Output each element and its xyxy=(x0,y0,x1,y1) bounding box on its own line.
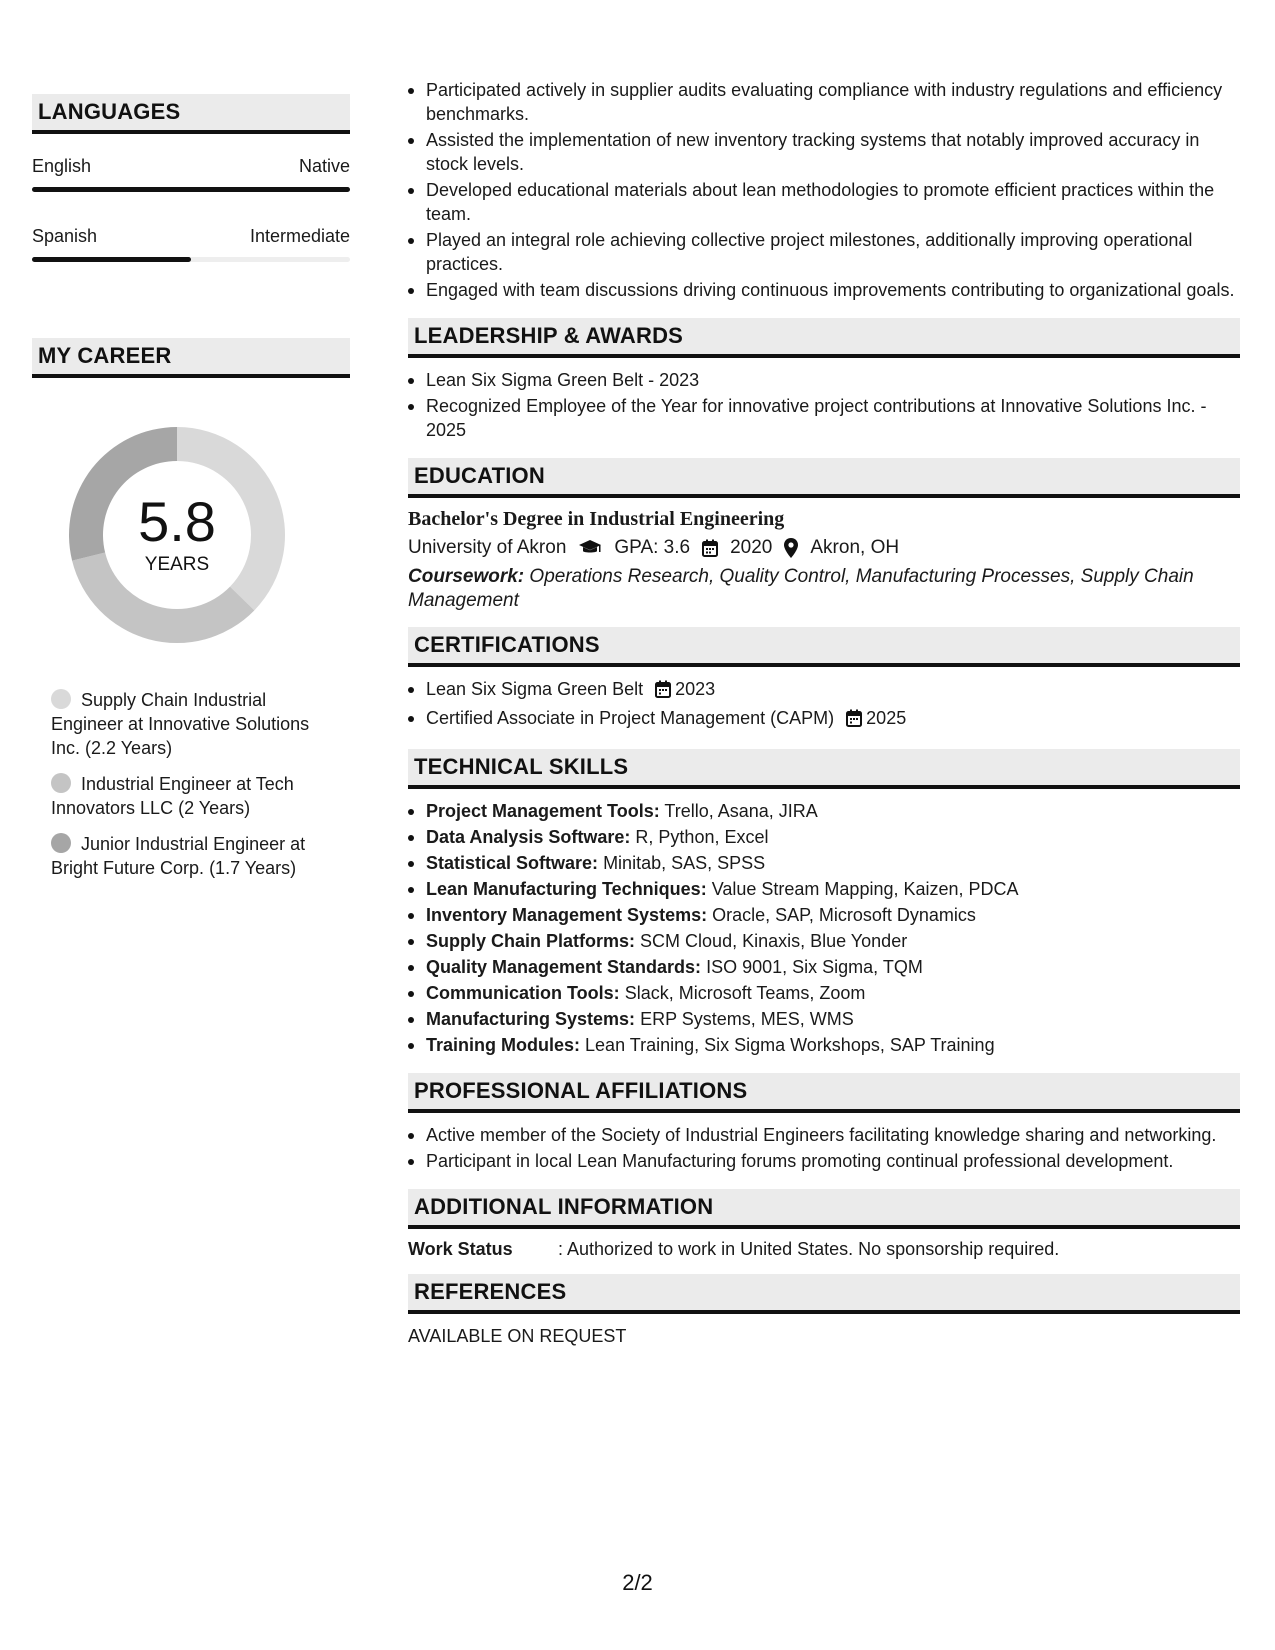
skill-value: Lean Training, Six Sigma Workshops, SAP Training xyxy=(585,1035,995,1055)
skill-value: Minitab, SAS, SPSS xyxy=(603,853,766,873)
list-item xyxy=(408,903,1240,927)
skill-label: Data Analysis Software: xyxy=(426,827,631,847)
list-item: Participant in local Lean Manufacturing forums promoting continual professional development. xyxy=(408,1149,1240,1173)
school-name: University of Akron xyxy=(408,537,567,558)
language-level: Intermediate xyxy=(249,226,350,246)
list-item xyxy=(408,799,1240,823)
calendar-icon xyxy=(655,680,671,704)
list-item xyxy=(408,825,1240,849)
languages-heading: LANGUAGES xyxy=(32,94,350,134)
list-item xyxy=(408,877,1240,901)
gpa: GPA: 3.6 xyxy=(614,537,691,558)
references-heading: REFERENCES xyxy=(408,1274,1240,1314)
language-row xyxy=(32,226,350,247)
list-item xyxy=(408,929,1240,953)
skill-label: Statistical Software: xyxy=(426,853,599,873)
certification-name: Certified Associate in Project Management (CAPM) xyxy=(426,708,835,728)
legend-item xyxy=(51,772,341,820)
affiliations-heading: PROFESSIONAL AFFILIATIONS xyxy=(408,1073,1240,1113)
language-bar-fill xyxy=(32,187,350,192)
skill-label: Training Modules: xyxy=(426,1035,581,1055)
certifications-heading: CERTIFICATIONS xyxy=(408,627,1240,667)
language-level: Native xyxy=(298,156,350,176)
work-status-value: : Authorized to work in United States. No sponsorship required. xyxy=(558,1239,1060,1259)
right-column xyxy=(408,78,1240,1347)
location-pin-icon xyxy=(784,538,798,558)
skill-value: ERP Systems, MES, WMS xyxy=(640,1009,854,1029)
skill-label: Inventory Management Systems: xyxy=(426,905,708,925)
left-column xyxy=(32,94,350,892)
education-heading: EDUCATION xyxy=(408,458,1240,498)
legend-dot-icon xyxy=(51,773,71,793)
career-donut-chart xyxy=(62,420,292,650)
skill-label: Manufacturing Systems: xyxy=(426,1009,636,1029)
affiliations-list xyxy=(408,1123,1240,1173)
legend-label: Industrial Engineer at Tech Innovators LLC (2 Years) xyxy=(51,774,294,818)
degree-title: Bachelor's Degree in Industrial Engineering xyxy=(408,508,785,530)
skill-value: SCM Cloud, Kinaxis, Blue Yonder xyxy=(640,931,908,951)
skill-value: Value Stream Mapping, Kaizen, PDCA xyxy=(711,879,1019,899)
certification-year: 2025 xyxy=(866,708,907,728)
skill-value: ISO 9001, Six Sigma, TQM xyxy=(706,957,923,977)
legend-dot-icon xyxy=(51,833,71,853)
list-item: Engaged with team discussions driving continuous improvements contributing to organizational goals. xyxy=(408,278,1240,302)
skill-label: Lean Manufacturing Techniques: xyxy=(426,879,707,899)
career-total-years: 5.8 xyxy=(138,490,216,553)
legend-label: Junior Industrial Engineer at Bright Future Corp. (1.7 Years) xyxy=(51,834,306,878)
graduation-year: 2020 xyxy=(730,537,773,558)
list-item xyxy=(408,706,1240,733)
skill-value: Trello, Asana, JIRA xyxy=(664,801,818,821)
coursework-label: Coursework: xyxy=(408,566,525,587)
list-item: Developed educational materials about lean methodologies to promote efficient practices within the team. xyxy=(408,178,1240,226)
language-bar-fill xyxy=(32,257,191,262)
career-legend xyxy=(51,688,341,880)
certification-year: 2023 xyxy=(675,679,716,699)
calendar-icon xyxy=(702,539,718,557)
legend-dot-icon xyxy=(51,689,71,709)
language-bar xyxy=(32,257,350,262)
leadership-list xyxy=(408,368,1240,442)
language-row xyxy=(32,156,350,177)
work-status-label: Work Status xyxy=(408,1239,513,1259)
skills-heading: TECHNICAL SKILLS xyxy=(408,749,1240,789)
list-item: Participated actively in supplier audits evaluating compliance with industry regulations and efficiency benchmarks. xyxy=(408,78,1240,126)
career-years-unit: YEARS xyxy=(144,554,210,575)
list-item xyxy=(408,851,1240,875)
legend-item xyxy=(51,688,341,760)
language-name: Spanish xyxy=(32,226,98,246)
career-heading: MY CAREER xyxy=(32,338,350,378)
certifications-list xyxy=(408,677,1240,733)
coursework-list: Operations Research, Quality Control, Manufacturing Processes, Supply Chain Management xyxy=(408,566,1194,611)
list-item xyxy=(408,981,1240,1005)
list-item: Recognized Employee of the Year for innovative project contributions at Innovative Solutions Inc. - 2025 xyxy=(408,394,1240,442)
skill-value: Slack, Microsoft Teams, Zoom xyxy=(624,983,866,1003)
coursework xyxy=(408,565,1240,613)
skill-label: Quality Management Standards: xyxy=(426,957,702,977)
list-item: Active member of the Society of Industrial Engineers facilitating knowledge sharing and networking. xyxy=(408,1123,1240,1147)
legend-label: Supply Chain Industrial Engineer at Innovative Solutions Inc. (2.2 Years) xyxy=(51,690,310,758)
list-item: Lean Six Sigma Green Belt - 2023 xyxy=(408,368,1240,392)
experience-bullets xyxy=(408,78,1240,302)
education-meta xyxy=(408,537,1240,559)
list-item xyxy=(408,1033,1240,1057)
list-item xyxy=(408,1007,1240,1031)
skills-list xyxy=(408,799,1240,1057)
skill-label: Supply Chain Platforms: xyxy=(426,931,636,951)
graduation-cap-icon xyxy=(578,539,602,557)
leadership-heading: LEADERSHIP & AWARDS xyxy=(408,318,1240,358)
school-location: Akron, OH xyxy=(810,537,900,558)
references-value: AVAILABLE ON REQUEST xyxy=(408,1326,627,1346)
list-item: Assisted the implementation of new inventory tracking systems that notably improved accuracy in stock levels. xyxy=(408,128,1240,176)
skill-value: Oracle, SAP, Microsoft Dynamics xyxy=(712,905,976,925)
language-bar xyxy=(32,187,350,192)
legend-item xyxy=(51,832,341,880)
certification-name: Lean Six Sigma Green Belt xyxy=(426,679,644,699)
calendar-icon xyxy=(846,709,862,733)
donut-center xyxy=(62,420,292,650)
list-item xyxy=(408,677,1240,704)
skill-label: Project Management Tools: xyxy=(426,801,660,821)
skill-value: R, Python, Excel xyxy=(635,827,769,847)
skill-label: Communication Tools: xyxy=(426,983,620,1003)
work-status-row xyxy=(408,1239,1240,1260)
additional-info-heading: ADDITIONAL INFORMATION xyxy=(408,1189,1240,1229)
list-item xyxy=(408,955,1240,979)
language-name: English xyxy=(32,156,92,176)
page-number: 2/2 xyxy=(622,1570,653,1595)
list-item: Played an integral role achieving collective project milestones, additionally improving operational practices. xyxy=(408,228,1240,276)
